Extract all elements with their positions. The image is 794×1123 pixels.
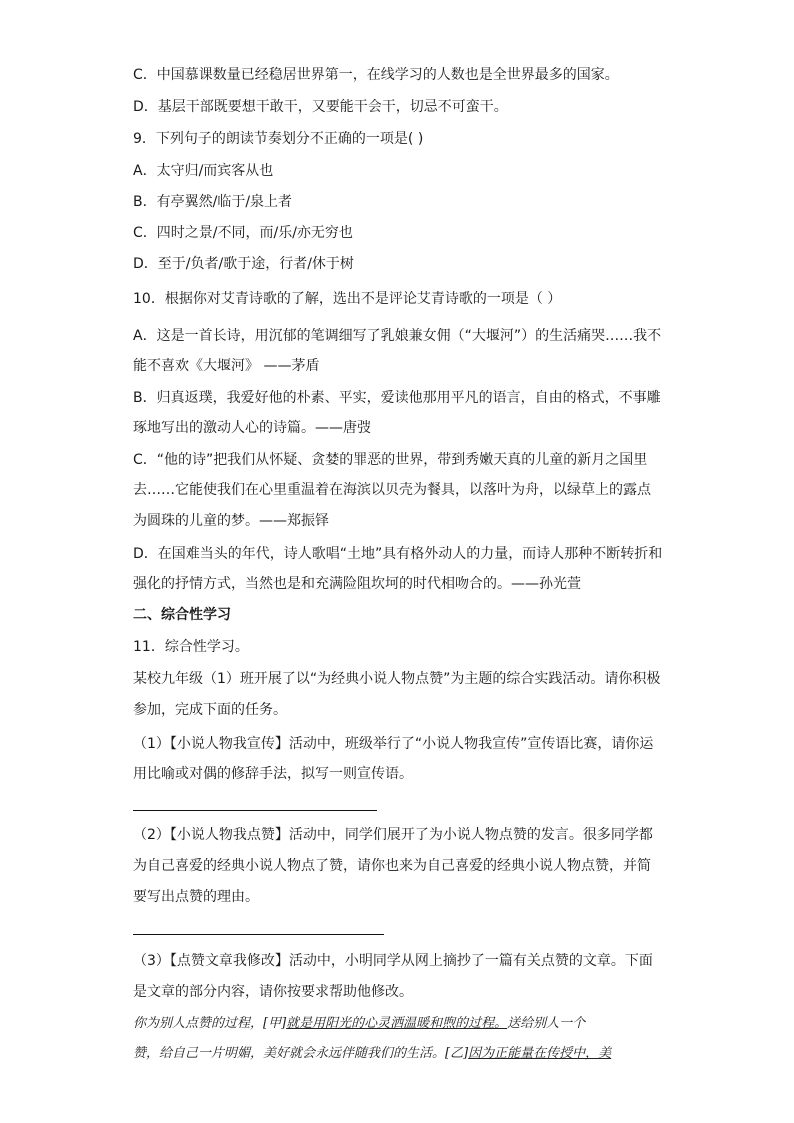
task-1-line1: （1）【小说人物我宣传】活动中，班级举行了“小说人物我宣传”宣传语比赛，请你运 (133, 736, 654, 752)
answer-line-1 (133, 810, 377, 811)
option-c-q10-line2: 去……它能使我们在心里重温着在海滨以贝壳为餐具，以落叶为舟，以绿草上的露点 (133, 482, 651, 498)
task-2-line3: 要写出点赞的理由。 (133, 889, 259, 905)
option-c-q10-line1: C．“他的诗”把我们从怀疑、贪婪的罪恶的世界，带到秀嫩天真的儿童的新月之国里 (133, 452, 648, 468)
excerpt-text: 送给别人一个 (507, 1016, 586, 1031)
excerpt-line2 (133, 1045, 653, 1063)
option-a-q9: A．太守归/而宾客从也 (133, 163, 274, 179)
task-2-line1: （2）【小说人物我点赞】活动中，同学们展开了为小说人物点赞的发言。很多同学都 (133, 827, 653, 843)
question-10: 10．根据你对艾青诗歌的了解，选出不是评论艾青诗歌的一项是（ ） (133, 291, 562, 307)
option-d-q9: D．至于/负者/歌于途，行者/休于树 (133, 256, 354, 272)
option-a-q10-line2: 能不喜欢《大堰河》 ——茅盾 (133, 358, 320, 374)
option-d-q8: D．基层干部既要想干敢干，又要能干会干，切忌不可蛮干。 (133, 99, 508, 115)
excerpt-text: 赞，给自己一片明媚，美好就会永远伴随我们的生活。[乙] (133, 1046, 469, 1061)
option-d-q10-line1: D．在国难当头的年代，诗人歌唱“土地”具有格外动人的力量，而诗人那种不断转折和 (133, 546, 663, 562)
option-c-q8: C．中国慕课数量已经稳居世界第一，在线学习的人数也是全世界最多的国家。 (133, 67, 619, 83)
option-b-q9: B．有亭翼然/临于/泉上者 (133, 194, 293, 210)
option-c-q10-line3: 为圆珠的儿童的梦。——郑振铎 (133, 513, 329, 529)
context-line1: 某校九年级（1）班开展了以“为经典小说人物点赞”为主题的综合实践活动。请你积极 (133, 671, 661, 687)
excerpt-text: 你为别人点赞的过程，[甲] (133, 1016, 287, 1031)
answer-line-2 (133, 934, 384, 935)
option-c-q9: C．四时之景/不同，而/乐/亦无穷也 (133, 225, 353, 241)
underlined-sentence-yi: 因为正能量在传授中，美 (468, 1046, 612, 1061)
question-9: 9．下列句子的朗读节奏划分不正确的一项是( ) (133, 131, 424, 147)
option-b-q10-line2: 琢地写出的激动人心的诗篇。——唐弢 (133, 420, 371, 436)
task-1-line2: 用比喻或对偶的修辞手法，拟写一则宣传语。 (133, 766, 413, 782)
option-a-q10-line1: A．这是一首长诗，用沉郁的笔调细写了乳娘兼女佣（“大堰河”）的生活痛哭……我不 (133, 328, 662, 344)
task-3-line1: （3）【点赞文章我修改】活动中，小明同学从网上摘抄了一篇有关点赞的文章。下面 (133, 953, 653, 969)
task-3-line2: 是文章的部分内容，请你按要求帮助他修改。 (133, 984, 413, 1000)
task-2-line2: 为自己喜爱的经典小说人物点了赞，请你也来为自己喜爱的经典小说人物点赞，并简 (133, 858, 651, 874)
option-b-q10-line1: B．归真返璞，我爱好他的朴素、平实，爱读他那用平凡的语言，自由的格式，不事雕 (133, 390, 661, 406)
context-line2: 参加，完成下面的任务。 (133, 702, 287, 718)
option-d-q10-line2: 强化的抒情方式，当然也是和充满险阻坎坷的时代相吻合的。——孙光萱 (133, 576, 581, 592)
underlined-sentence-jia: 就是用阳光的心灵洒温暖和煦的过程。 (286, 1016, 508, 1031)
question-11: 11．综合性学习。 (133, 639, 249, 655)
excerpt-line1 (133, 1015, 653, 1033)
section-heading: 二、综合性学习 (133, 607, 231, 623)
